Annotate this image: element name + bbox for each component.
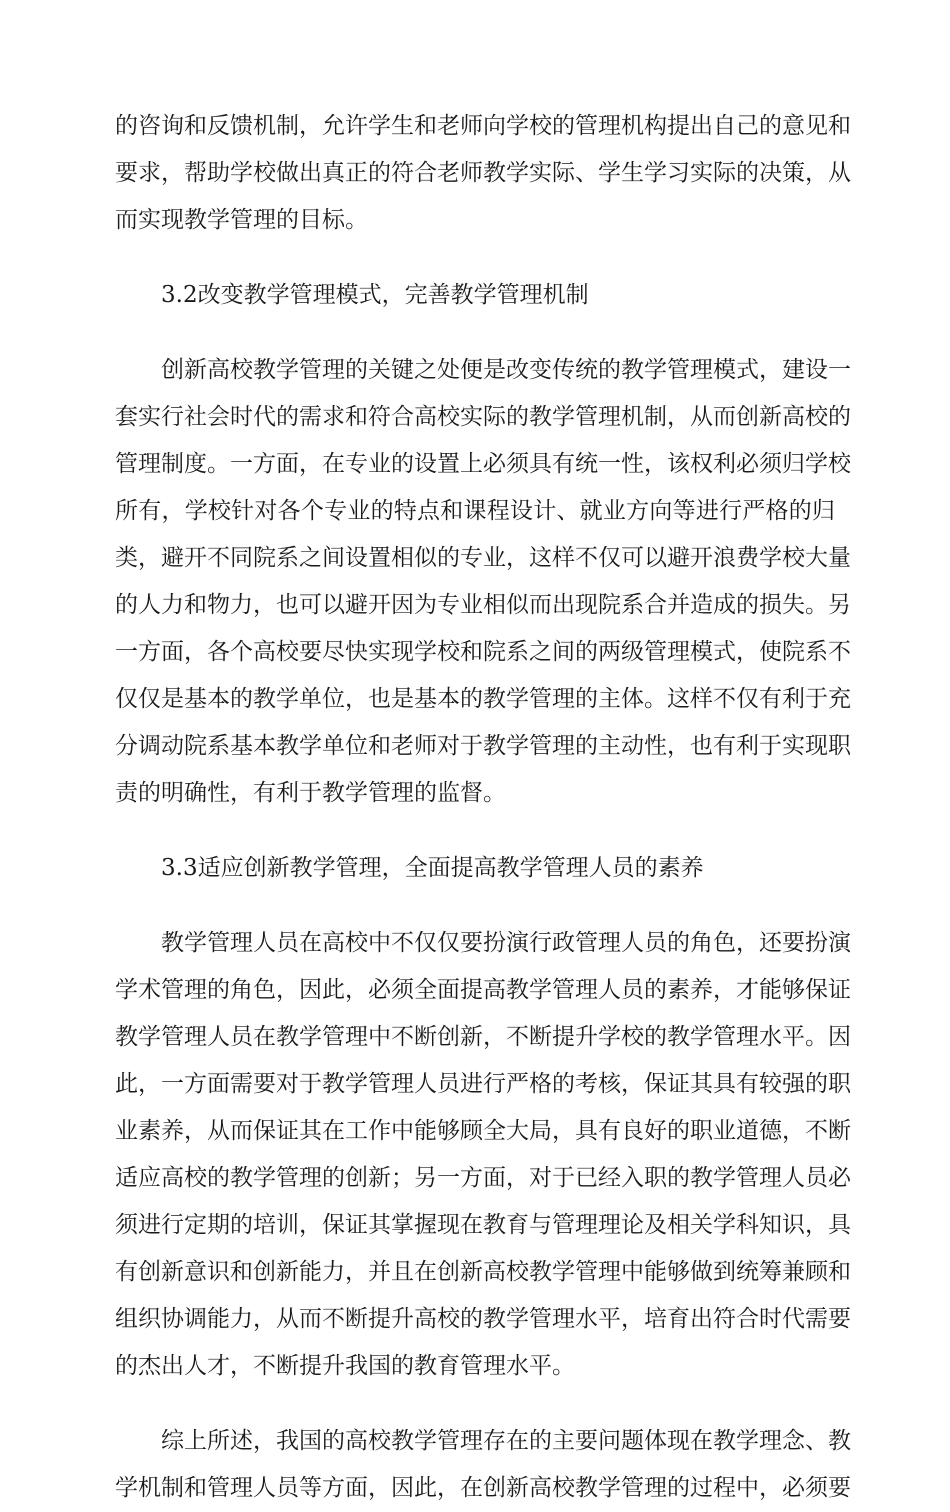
text-line: 此，一方面需要对于教学管理人员进行严格的考核，保证其具有较强的职 [115, 1071, 851, 1097]
text-line: 而实现教学管理的目标。 [115, 207, 368, 233]
text-line: 学机制和管理人员等方面，因此，在创新高校教学管理的过程中，必须要 [115, 1475, 851, 1501]
text-line: 业素养，从而保证其在工作中能够顾全大局，具有良好的职业道德，不断 [115, 1118, 851, 1144]
text-line: 仅仅是基本的教学单位，也是基本的教学管理的主体。这样不仅有利于充 [115, 686, 851, 712]
text-line: 责的明确性，有利于教学管理的监督。 [115, 780, 506, 806]
text-line: 须进行定期的培训，保证其掌握现在教育与管理理论及相关学科知识，具 [115, 1212, 851, 1238]
text-line: 要求，帮助学校做出真正的符合老师教学实际、学生学习实际的决策，从 [115, 160, 851, 186]
paragraph-1 [115, 103, 851, 244]
section-heading-3-2 [115, 272, 835, 319]
text-line: 适应高校的教学管理的创新；另一方面，对于已经入职的教学管理人员必 [115, 1165, 851, 1191]
text-line: 创新高校教学管理的关键之处便是改变传统的教学管理模式，建设一 [161, 357, 851, 383]
text-line: 分调动院系基本教学单位和老师对于教学管理的主动性，也有利于实现职 [115, 733, 851, 759]
text-line: 套实行社会时代的需求和符合高校实际的教学管理机制，从而创新高校的 [115, 404, 851, 430]
text-line: 的杰出人才，不断提升我国的教育管理水平。 [115, 1353, 575, 1379]
text-line: 类，避开不同院系之间设置相似的专业，这样不仅可以避开浪费学校大量 [115, 545, 851, 571]
text-line: 管理制度。一方面，在专业的设置上必须具有统一性，该权利必须归学校 [115, 451, 851, 477]
text-line: 学术管理的角色，因此，必须全面提高教学管理人员的素养，才能够保证 [115, 977, 851, 1003]
paragraph-3 [115, 920, 851, 1390]
text-line: 有创新意识和创新能力，并且在创新高校教学管理中能够做到统筹兼顾和 [115, 1259, 851, 1285]
heading-text: 3.2改变教学管理模式，完善教学管理机制 [161, 282, 589, 308]
document-page [115, 103, 851, 1512]
text-line: 综上所述，我国的高校教学管理存在的主要问题体现在教学理念、教 [161, 1428, 851, 1454]
text-line: 的咨询和反馈机制，允许学生和老师向学校的管理机构提出自己的意见和 [115, 113, 851, 139]
text-line: 所有，学校针对各个专业的特点和课程设计、就业方向等进行严格的归 [115, 498, 835, 524]
text-line: 教学管理人员在高校中不仅仅要扮演行政管理人员的角色，还要扮演 [161, 930, 851, 956]
text-line: 教学管理人员在教学管理中不断创新，不断提升学校的教学管理水平。因 [115, 1024, 851, 1050]
heading-text: 3.3适应创新教学管理，全面提高教学管理人员的素养 [161, 855, 704, 881]
text-line: 的人力和物力，也可以避开因为专业相似而出现院系合并造成的损失。另 [115, 592, 851, 618]
section-heading-3-3 [115, 845, 835, 892]
paragraph-2 [115, 347, 851, 817]
text-line: 组织协调能力，从而不断提升高校的教学管理水平，培育出符合时代需要 [115, 1306, 851, 1332]
text-line: 一方面，各个高校要尽快实现学校和院系之间的两级管理模式，使院系不 [115, 639, 851, 665]
paragraph-4 [115, 1418, 851, 1512]
